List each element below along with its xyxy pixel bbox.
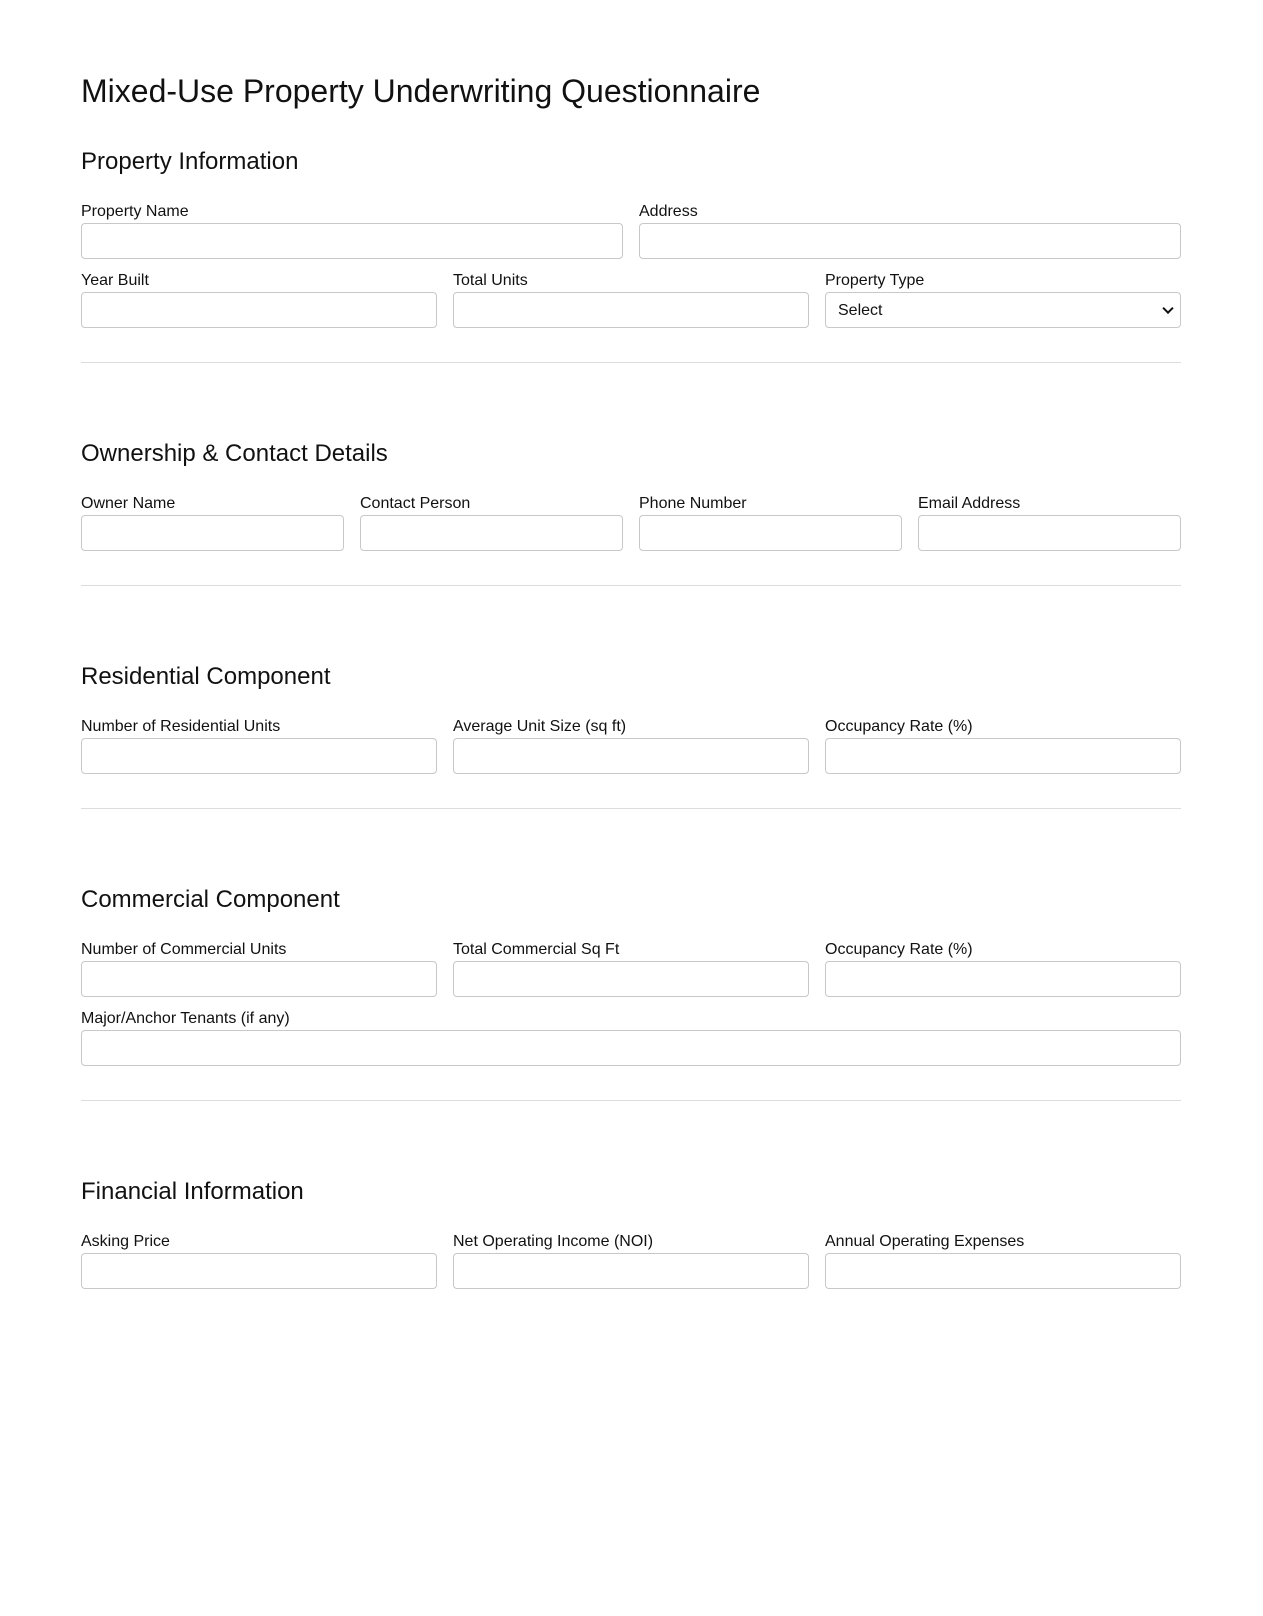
form-row	[81, 272, 1181, 328]
form-row	[81, 203, 1181, 259]
section-property-information	[81, 147, 1181, 328]
form-row	[81, 1233, 1181, 1289]
section-heading: Residential Component	[81, 663, 331, 690]
section-divider	[81, 585, 1181, 586]
field-phone-number	[639, 495, 902, 551]
average-unit-size-input[interactable]	[453, 738, 809, 774]
commercial-occupancy-rate-input[interactable]	[825, 961, 1181, 997]
field-label: Occupancy Rate (%)	[825, 718, 973, 735]
field-email-address	[918, 495, 1181, 551]
section-financial-information	[81, 1177, 1181, 1289]
asking-price-input[interactable]	[81, 1253, 437, 1289]
property-name-input[interactable]	[81, 223, 623, 259]
field-residential-occupancy-rate	[825, 718, 1181, 774]
field-label: Year Built	[81, 272, 149, 289]
field-label: Contact Person	[360, 495, 471, 512]
section-ownership-contact	[81, 439, 1181, 551]
field-label: Average Unit Size (sq ft)	[453, 718, 627, 735]
page-title: Mixed-Use Property Underwriting Questionnaire	[81, 73, 761, 109]
owner-name-input[interactable]	[81, 515, 344, 551]
field-label: Owner Name	[81, 495, 176, 512]
field-address	[639, 203, 1181, 259]
field-residential-units	[81, 718, 437, 774]
field-label: Net Operating Income (NOI)	[453, 1233, 654, 1250]
field-label: Major/Anchor Tenants (if any)	[81, 1010, 290, 1027]
field-label: Number of Commercial Units	[81, 941, 287, 958]
property-type-select[interactable]	[825, 292, 1181, 328]
section-divider	[81, 362, 1181, 363]
section-heading: Commercial Component	[81, 886, 340, 913]
section-heading: Financial Information	[81, 1178, 304, 1205]
field-property-name	[81, 203, 623, 259]
phone-number-input[interactable]	[639, 515, 902, 551]
field-noi	[453, 1233, 809, 1289]
form-row	[81, 941, 1181, 997]
property-type-select-wrapper	[825, 292, 1181, 328]
contact-person-input[interactable]	[360, 515, 623, 551]
field-label: Asking Price	[81, 1233, 170, 1250]
form-row	[81, 718, 1181, 774]
field-year-built	[81, 272, 437, 328]
section-residential-component	[81, 662, 1181, 774]
section-commercial-component	[81, 885, 1181, 1066]
field-commercial-units	[81, 941, 437, 997]
noi-input[interactable]	[453, 1253, 809, 1289]
field-total-units	[453, 272, 809, 328]
field-asking-price	[81, 1233, 437, 1289]
field-label: Address	[639, 203, 698, 220]
address-input[interactable]	[639, 223, 1181, 259]
field-label: Phone Number	[639, 495, 747, 512]
field-label: Occupancy Rate (%)	[825, 941, 973, 958]
field-label: Annual Operating Expenses	[825, 1233, 1025, 1250]
section-heading: Property Information	[81, 148, 299, 175]
field-label: Property Name	[81, 203, 189, 220]
field-label: Email Address	[918, 495, 1021, 512]
email-address-input[interactable]	[918, 515, 1181, 551]
form-row	[81, 495, 1181, 551]
field-average-unit-size	[453, 718, 809, 774]
section-divider	[81, 808, 1181, 809]
residential-occupancy-rate-input[interactable]	[825, 738, 1181, 774]
field-owner-name	[81, 495, 344, 551]
field-commercial-occupancy-rate	[825, 941, 1181, 997]
questionnaire-page	[81, 0, 1181, 1289]
field-label: Total Units	[453, 272, 528, 289]
year-built-input[interactable]	[81, 292, 437, 328]
field-anchor-tenants	[81, 1010, 1181, 1066]
field-property-type	[825, 272, 1181, 328]
anchor-tenants-input[interactable]	[81, 1030, 1181, 1066]
form-row	[81, 1010, 1181, 1066]
residential-units-input[interactable]	[81, 738, 437, 774]
field-total-commercial-sqft	[453, 941, 809, 997]
field-label: Property Type	[825, 272, 925, 289]
total-units-input[interactable]	[453, 292, 809, 328]
field-label: Total Commercial Sq Ft	[453, 941, 620, 958]
annual-operating-expenses-input[interactable]	[825, 1253, 1181, 1289]
total-commercial-sqft-input[interactable]	[453, 961, 809, 997]
field-label: Number of Residential Units	[81, 718, 281, 735]
section-heading: Ownership & Contact Details	[81, 440, 388, 467]
field-contact-person	[360, 495, 623, 551]
commercial-units-input[interactable]	[81, 961, 437, 997]
section-divider	[81, 1100, 1181, 1101]
field-annual-operating-expenses	[825, 1233, 1181, 1289]
